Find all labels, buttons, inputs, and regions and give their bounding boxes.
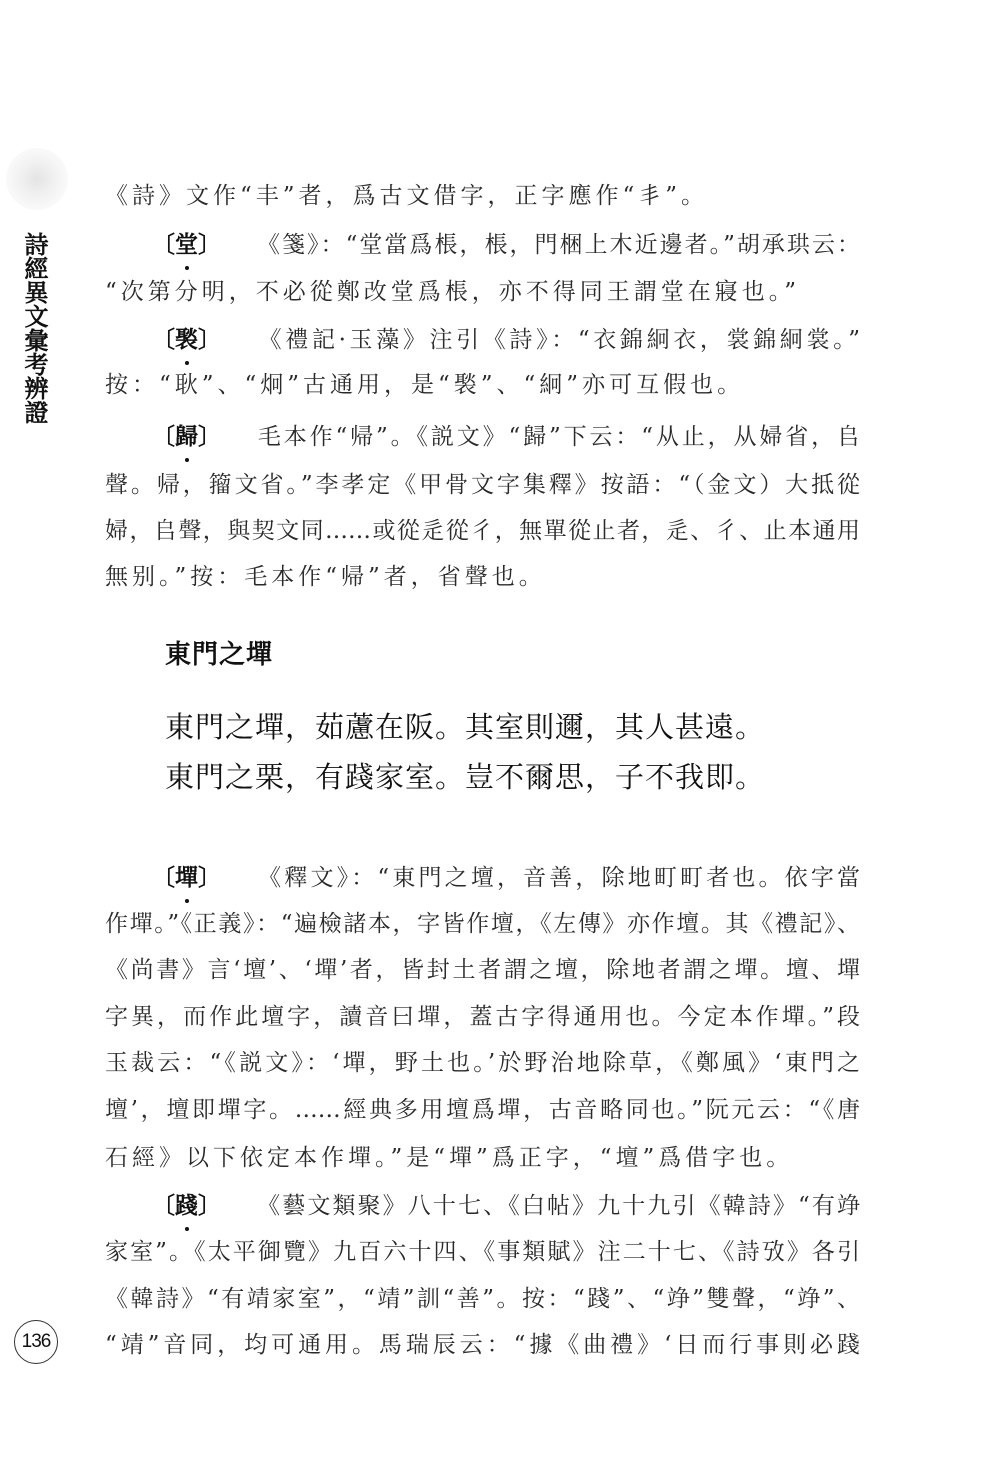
- line-text: 婦，𠂤聲，與契文同……或從辵從彳，無單從止者，辵、彳、止本通用: [105, 518, 860, 544]
- text-line: [105, 1143, 860, 1173]
- text-line: [105, 955, 860, 985]
- line-text: 無别。”按：毛本作“帰”者，省聲也。: [105, 564, 546, 590]
- emphasis-dot-icon: [185, 1227, 189, 1231]
- line-text: 《禮記·玉藻》注引《詩》：“衣錦絅衣，裳錦絅裳。”: [255, 327, 860, 353]
- line-text: 《釋文》：“東門之壇，音善，除地町町者也。依字當: [255, 865, 860, 891]
- line-text: 毛本作“帰”。《説文》“歸”下云：“从止，从婦省，𠂤: [255, 424, 860, 450]
- headword-text: 〔墠〕: [152, 864, 221, 891]
- line-text: 《韓詩》“有靖家室”，“靖”訓“善”。按：“踐”、“竫”雙聲，“竫”、: [105, 1286, 860, 1312]
- emphasis-dot-icon: [185, 458, 189, 462]
- line-text: 《尚書》言‘壇’、‘墠’者，皆封土者謂之壇，除地者謂之墠。壇、墠: [105, 957, 860, 983]
- text-line: [105, 1002, 860, 1032]
- emphasis-dot-icon: [185, 361, 189, 365]
- line-text: 《詩》文作“丰”者，爲古文借字，正字應作“丯”。: [105, 183, 709, 209]
- emphasis-dot-icon: [185, 899, 189, 903]
- headword-text: 〔堂〕: [152, 231, 221, 258]
- entry-headword: [152, 422, 221, 452]
- entry-line: [152, 1191, 860, 1221]
- book-title-vertical: 詩經異文彙考辨證: [20, 232, 49, 424]
- line-text: 石經》以下依定本作墠。”是“墠”爲正字，“壇”爲借字也。: [105, 1145, 794, 1171]
- entry-headword: [152, 230, 221, 260]
- line-text: 聲。帰，籀文省。”李孝定《甲骨文字集釋》按語：“（金文）大抵從: [105, 472, 860, 498]
- entry-line: [152, 325, 860, 355]
- text-line: [105, 181, 860, 211]
- line-text: 壇’，壇即墠字。……經典多用壇爲墠，古音略同也。”阮元云：“《唐: [105, 1097, 860, 1123]
- entry-line: [152, 230, 860, 260]
- text-line: [105, 1330, 860, 1360]
- line-text: 玉裁云：“《説文》：‘墠，野土也。’於野治地除草，《鄭風》‘東門之: [105, 1050, 860, 1076]
- headword-text: 〔踐〕: [152, 1192, 221, 1219]
- line-text: “靖”音同，均可通用。馬瑞辰云：“據《曲禮》‘日而行事則必踐: [105, 1332, 860, 1358]
- text-line: [105, 277, 860, 307]
- line-text: 作墠。”《正義》：“遍檢諸本，字皆作壇，《左傳》亦作壇。其《禮記》、: [105, 911, 860, 937]
- library-seal-stamp: [6, 148, 68, 210]
- line-text: 按：“耿”、“炯”古通用，是“褧”、“絅”亦可互假也。: [105, 372, 745, 398]
- text-line: [105, 1237, 860, 1267]
- line-text: 家室”。《太平御覽》九百六十四、《事類賦》注二十七、《詩攷》各引: [105, 1239, 860, 1265]
- poem-line-1: 東門之墠，茹藘在阪。其室則邇，其人甚遠。: [165, 710, 766, 744]
- text-line: [105, 562, 860, 592]
- line-text: 字異，而作此壇字，讀音曰墠，蓋古字得通用也。今定本作墠。”段: [105, 1004, 860, 1030]
- section-heading: 東門之墠: [165, 640, 274, 670]
- page-number: 136: [14, 1320, 58, 1364]
- text-line: [105, 1284, 860, 1314]
- headword-text: 〔歸〕: [152, 423, 221, 450]
- text-line: [105, 909, 860, 939]
- text-line: [105, 1095, 860, 1125]
- line-text: “次第分明，不必從鄭改堂爲棖，亦不得同王謂堂在寢也。”: [105, 279, 801, 305]
- emphasis-dot-icon: [185, 266, 189, 270]
- entry-line: [152, 422, 860, 452]
- line-text: 《箋》：“堂當爲棖，棖，門梱上木近邊者。”胡承珙云：: [255, 232, 860, 258]
- text-line: [105, 370, 860, 400]
- entry-headword: [152, 1191, 221, 1221]
- text-line: [105, 1048, 860, 1078]
- entry-headword: [152, 325, 221, 355]
- entry-headword: [152, 863, 221, 893]
- line-text: 《藝文類聚》八十七、《白帖》九十九引《韓詩》“有竫: [255, 1193, 860, 1219]
- entry-line: [152, 863, 860, 893]
- text-line: [105, 470, 860, 500]
- poem-line-2: 東門之栗，有踐家室。豈不爾思，子不我即。: [165, 760, 766, 794]
- text-line: [105, 516, 860, 546]
- headword-text: 〔褧〕: [152, 326, 221, 353]
